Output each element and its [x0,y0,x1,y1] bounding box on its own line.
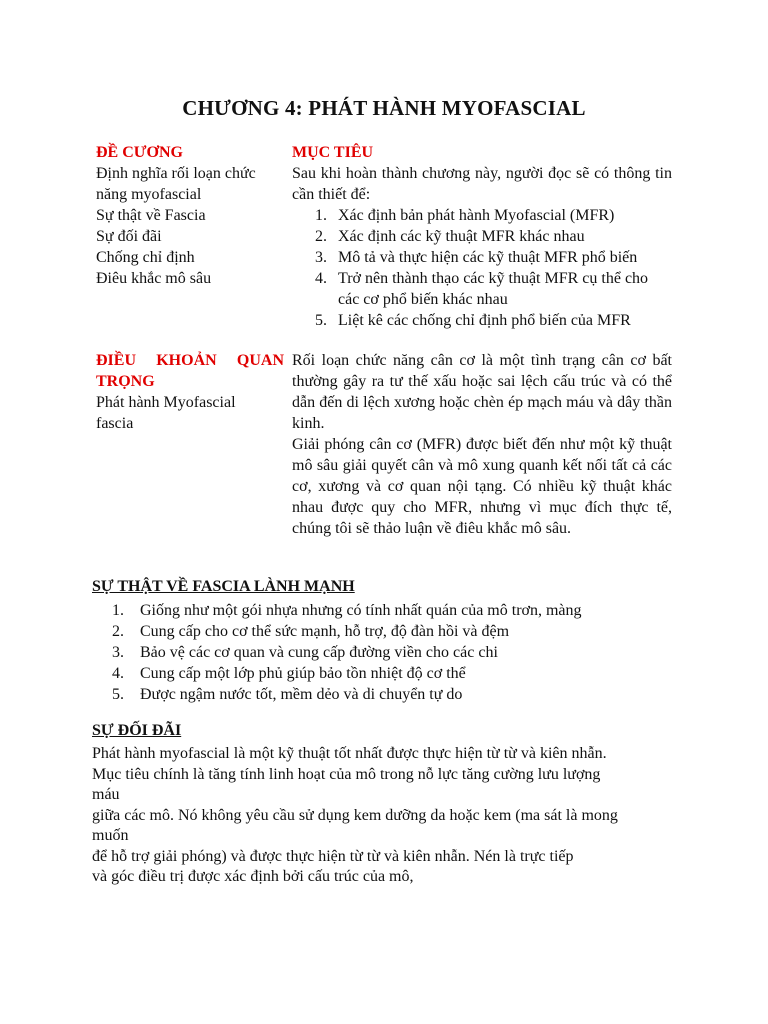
outline-item: Sự thật về Fascia [96,207,206,224]
paragraph-line: và góc điều trị được xác định bởi cấu trúc của mô, [92,868,414,885]
key-term-item: fascia [96,415,134,432]
outline-heading: ĐỀ CƯƠNG [96,144,183,161]
key-terms-block [96,350,284,434]
list-item: 4. Cung cấp một lớp phủ giúp bảo tồn nhiệt độ cơ thể [112,665,466,682]
list-item: 5. Được ngậm nước tốt, mềm dẻo và di chuyển tự do [112,686,463,703]
treatment-paragraph [92,744,692,888]
fascia-list [112,600,672,705]
objectives-intro: Sau khi hoàn thành chương này, người đọc sẽ có thông tin cần thiết để: [292,165,672,203]
list-item: 2. Cung cấp cho cơ thể sức mạnh, hỗ trợ, độ đàn hồi và đệm [112,623,510,640]
objectives-list [292,205,672,331]
chapter-title: CHƯƠNG 4: PHÁT HÀNH MYOFASCIAL [182,96,586,120]
definitions-block [292,350,672,539]
paragraph-line: để hỗ trợ giải phóng) và được thực hiện từ từ và kiên nhẫn. Nén là trực tiếp [92,847,574,865]
outline-block [96,142,284,289]
definition-paragraph: Giải phóng cân cơ (MFR) được biết đến như một kỹ thuật mô sâu giải quyết cân và mô xung quanh kết nối tất cả các cơ, xương và cơ quan nội tạng. Có nhiều kỹ thuật khác nhau được quy cho MFR, nhưng vì mục đích thực tế, chúng tôi sẽ thảo luận về điêu khắc mô sâu. [292,436,672,537]
list-item: 3. Bảo vệ các cơ quan và cung cấp đường viền cho các chi [112,644,498,661]
objectives-heading: MỤC TIÊU [292,144,374,161]
treatment-section-heading: SỰ ĐỐI ĐÃI [92,722,182,739]
paragraph-line: Phát hành myofascial là một kỹ thuật tốt nhất được thực hiện từ từ và kiên nhẫn. [92,745,607,762]
objectives-block [292,142,672,331]
list-item: 1. Xác định bản phát hành Myofascial (MFR) [315,207,615,224]
paragraph-line: muốn [92,827,129,844]
outline-item: Chống chỉ định [96,249,195,266]
definition-paragraph: Rối loạn chức năng cân cơ là một tình trạng cân cơ bất thường gây ra tư thế xấu hoặc sai lệch cấu trúc và có thể dẫn đến di lệch xương hoặc chèn ép mạch máu và dây thần kinh. [292,352,672,432]
list-item: 2. Xác định các kỹ thuật MFR khác nhau [315,228,585,245]
list-item: 4. Trở nên thành thạo các kỹ thuật MFR cụ thể cho các cơ phổ biến khác nhau [315,270,649,308]
list-item: 3. Mô tả và thực hiện các kỹ thuật MFR phổ biến [315,249,638,266]
outline-item: năng myofascial [96,186,202,203]
list-item: 5. Liệt kê các chống chỉ định phổ biến của MFR [315,312,631,329]
outline-item: Định nghĩa rối loạn chức [96,165,256,182]
fascia-section-heading: SỰ THẬT VỀ FASCIA LÀNH MẠNH [92,578,355,595]
outline-item: Điêu khắc mô sâu [96,270,212,287]
key-term-item: Phát hành Myofascial [96,394,236,411]
key-terms-heading: ĐIỀU KHOẢN QUAN TRỌNG [96,352,284,390]
list-item: 1. Giống như một gói nhựa nhưng có tính nhất quán của mô trơn, màng [112,602,582,619]
paragraph-line: máu [92,786,120,803]
outline-item: Sự đối đãi [96,228,162,245]
paragraph-line: Mục tiêu chính là tăng tính linh hoạt của mô trong nỗ lực tăng cường lưu lượng [92,765,601,783]
paragraph-line: giữa các mô. Nó không yêu cầu sử dụng kem dưỡng da hoặc kem (ma sát là mong [92,806,618,824]
